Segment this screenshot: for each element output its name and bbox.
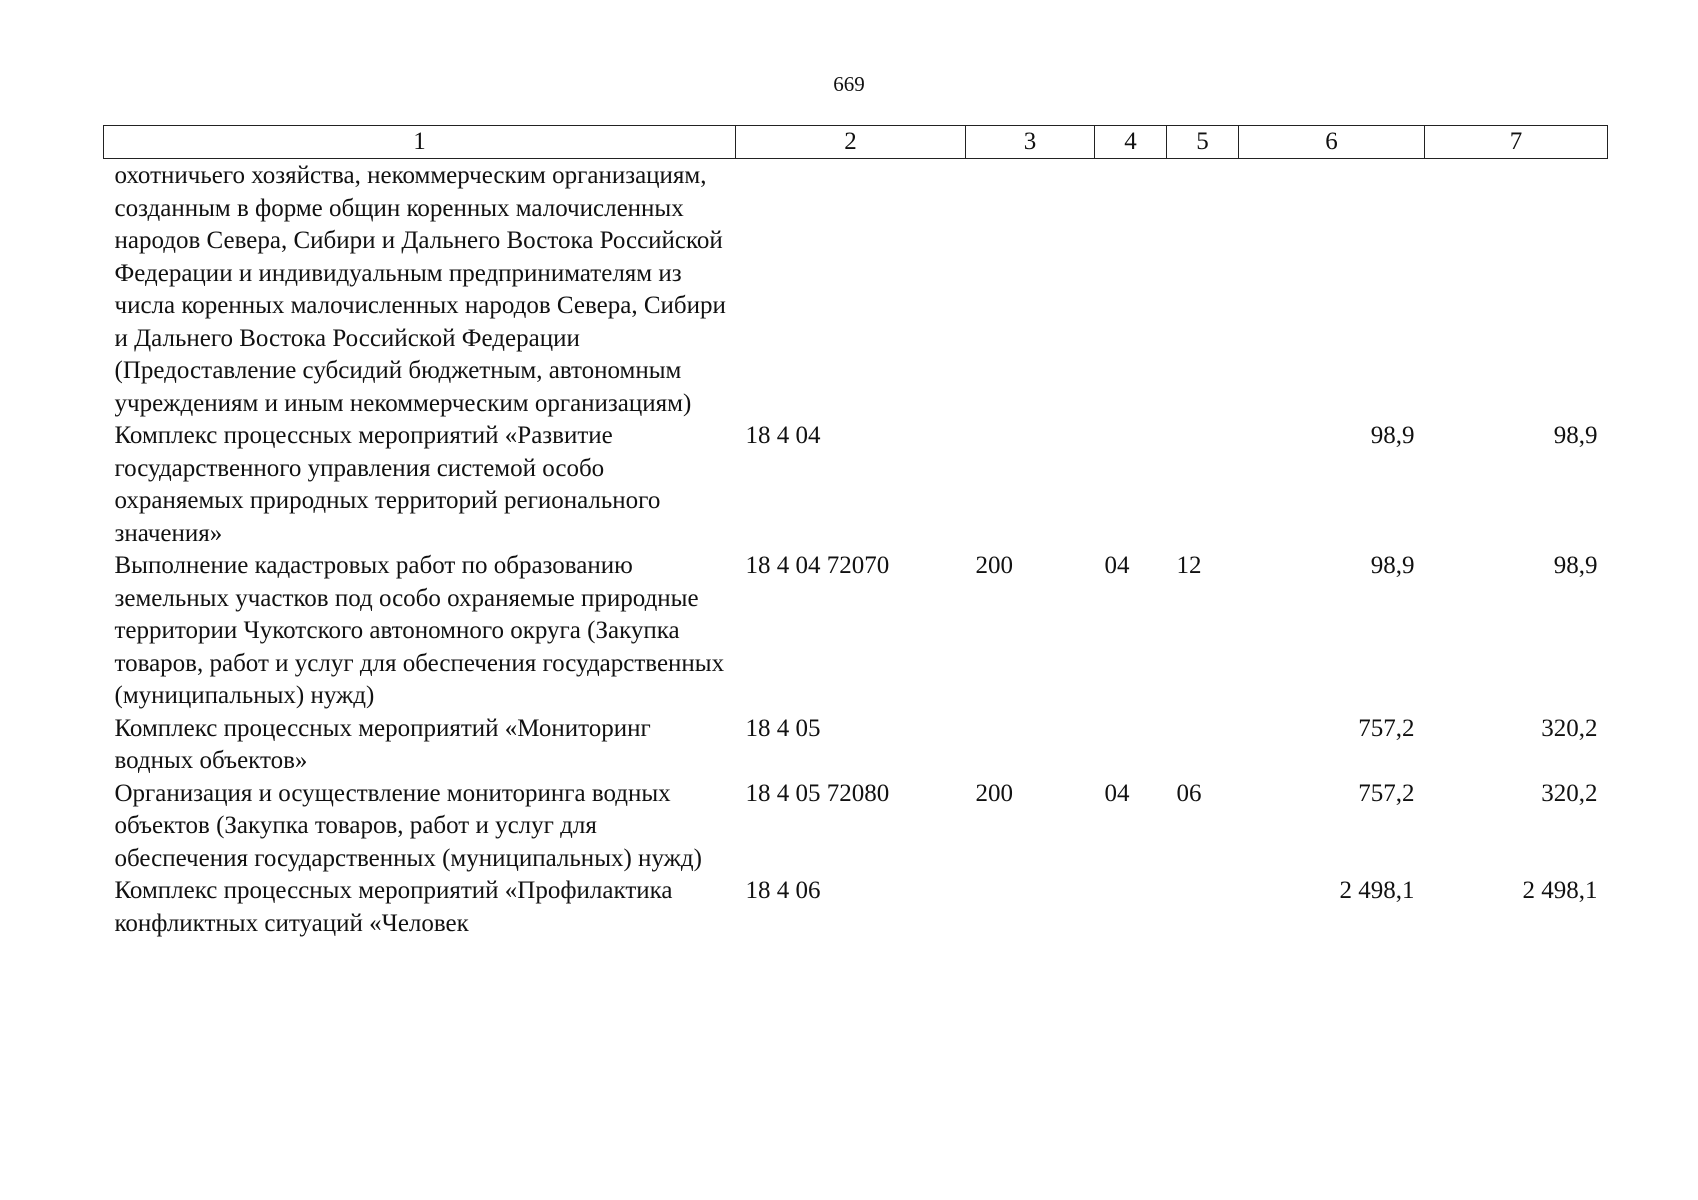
row-expense-type: 200 xyxy=(975,552,1013,579)
table-row xyxy=(104,550,1608,713)
row-subsection: 06 xyxy=(1176,779,1202,807)
row-expense-type: 200 xyxy=(975,779,1013,807)
page-number: 669 xyxy=(833,72,865,96)
row-description: Комплекс процессных мероприятий «Профилактика конфликтных ситуаций «Человек xyxy=(114,877,673,937)
row-description: Организация и осуществление мониторинга водных объектов (Закупка товаров, работ и услуг для обеспечения государственных (муниципальных) нужд) xyxy=(114,779,702,872)
row-amount-2: 98,9 xyxy=(1553,552,1598,579)
row-description: Комплекс процессных мероприятий «Развитие государственного управления системой особо охраняемых природных территорий регионального значения» xyxy=(114,422,661,547)
row-amount-1: 2 498,1 xyxy=(1339,877,1415,904)
row-section: 04 xyxy=(1104,552,1130,579)
table-row xyxy=(104,159,1608,421)
row-subsection: 12 xyxy=(1176,552,1202,579)
row-target-code: 18 4 05 72080 xyxy=(745,779,890,807)
row-section: 04 xyxy=(1104,779,1130,807)
row-subsection xyxy=(1167,420,1239,550)
row-amount-1: 98,9 xyxy=(1370,552,1415,579)
table-row xyxy=(104,713,1608,778)
row-target-code: 18 4 04 xyxy=(745,422,821,449)
column-header-7: 7 xyxy=(1425,126,1608,159)
column-header-1: 1 xyxy=(104,126,736,159)
column-header-3: 3 xyxy=(966,126,1095,159)
row-amount-2: 320,2 xyxy=(1541,714,1598,742)
row-section xyxy=(1095,159,1167,421)
row-target-code xyxy=(736,159,966,421)
row-description: Выполнение кадастровых работ по образованию земельных участков под особо охраняемые природные территории Чукотского автономного округа (Закупка товаров, работ и услуг для обеспечения государственных (муниципальных) нужд) xyxy=(114,552,725,709)
row-description: охотничьего хозяйства, некоммерческим организациям, созданным в форме общин коренных малочисленных народов Севера, Сибири и Дальнего Востока Российской Федерации и индивидуальным предпринимателям из числа коренных малочисленных народов Севера, Сибири и Дальнего Востока Российской Федерации (Предоставление субсидий бюджетным, автономным учреждениям и иным некоммерческим организациям) xyxy=(114,162,726,417)
row-subsection xyxy=(1167,159,1239,421)
row-amount-2: 98,9 xyxy=(1553,422,1598,449)
table-row xyxy=(104,875,1608,940)
row-subsection xyxy=(1167,875,1239,940)
row-expense-type xyxy=(966,420,1095,550)
row-amount-1: 757,2 xyxy=(1358,779,1415,807)
row-section xyxy=(1095,875,1167,940)
row-subsection xyxy=(1167,713,1239,778)
row-section xyxy=(1095,713,1167,778)
column-header-6: 6 xyxy=(1239,126,1425,159)
row-target-code: 18 4 04 72070 xyxy=(745,552,890,579)
row-target-code: 18 4 06 xyxy=(745,877,821,904)
column-header-5: 5 xyxy=(1167,126,1239,159)
row-description: Комплекс процессных мероприятий «Мониторинг водных объектов» xyxy=(114,714,651,774)
row-amount-1: 757,2 xyxy=(1358,714,1415,742)
row-expense-type xyxy=(966,713,1095,778)
row-amount-2: 2 498,1 xyxy=(1522,877,1598,904)
row-amount-2 xyxy=(1425,159,1608,421)
column-header-4: 4 xyxy=(1095,126,1167,159)
row-amount-1: 98,9 xyxy=(1370,422,1415,449)
row-expense-type xyxy=(966,159,1095,421)
row-section xyxy=(1095,420,1167,550)
table-row xyxy=(104,420,1608,550)
column-header-2: 2 xyxy=(736,126,966,159)
column-number-row xyxy=(104,126,1608,159)
budget-table xyxy=(103,125,1608,940)
row-amount-2: 320,2 xyxy=(1541,779,1598,807)
row-amount-1 xyxy=(1239,159,1425,421)
row-expense-type xyxy=(966,875,1095,940)
row-target-code: 18 4 05 xyxy=(745,714,821,742)
table-row xyxy=(104,778,1608,876)
